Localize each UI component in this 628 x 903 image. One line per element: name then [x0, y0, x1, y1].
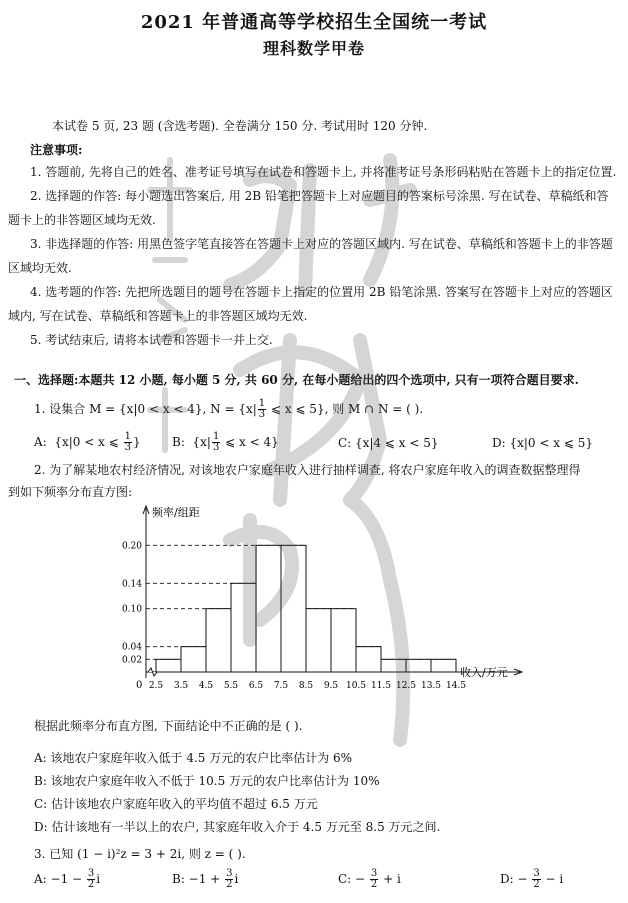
q1-option-b-part2: ⩽ x < 4} [221, 435, 279, 449]
q3-option-a-fraction [87, 869, 95, 890]
q1-option-a-label: A: [34, 435, 47, 449]
y-tick-label: 0.20 [121, 541, 142, 552]
q2-option-c: C: 估计该地农户家庭年收入的平均值不超过 6.5 万元 [34, 797, 318, 811]
q1-option-b-den: 3 [212, 442, 220, 453]
q1-option-a-part1: {x|0 < x ⩽ [54, 435, 123, 449]
q1-option-b-label: B: [172, 435, 185, 449]
q2-option-a: A: 该地农户家庭年收入低于 4.5 万元的农户比率估计为 6% [34, 751, 353, 765]
q1-option-a-num: 1 [124, 431, 131, 442]
q3-option-d-den: 2 [533, 879, 540, 890]
x-tick-label: 9.5 [323, 681, 339, 691]
q3-option-d-num: 3 [533, 868, 540, 879]
x-tick-label: 12.5 [395, 681, 417, 691]
q3-option-a-num: 3 [87, 868, 95, 879]
q1-option-a-den: 3 [124, 442, 131, 453]
x-tick-label: 3.5 [173, 681, 189, 691]
q3-option-c-num: 3 [370, 868, 378, 879]
x-tick-label: 10.5 [345, 681, 367, 691]
q1-option-a-part2: } [132, 435, 141, 449]
y-axis-label: 频率/组距 [152, 506, 200, 519]
q3-option-a-den: 2 [87, 879, 95, 890]
q3-option-d-part2: − i [541, 872, 564, 886]
q3-option-b-den: 2 [226, 879, 233, 890]
notice-item-2: 2. 选择题的作答: 每小题选出答案后, 用 2B 铅笔把答题卡上对应题目的答案标号涂黑. 写在试卷、草稿纸和答题卡上的非答题区域均无效. [8, 189, 609, 227]
x-tick-label: 8.5 [298, 681, 314, 691]
origin-label: 0 [136, 680, 143, 691]
notice-item-4: 4. 选考题的作答: 先把所选题目的题号在答题卡上指定的位置用 2B 铅笔涂黑. 答案写在答题卡上对应的答题区域内, 写在试卷、草稿纸和答题卡上的非答题区域均无效. [8, 285, 613, 323]
exam-subtitle: 理科数学甲卷 [262, 39, 365, 58]
notice-heading: 注意事项: [30, 143, 83, 157]
y-tick-label: 0.02 [121, 655, 142, 666]
section-instructions: 本题共 12 小题, 每小题 5 分, 共 60 分, 在每小题给出的四个选项中, 只有一项符合题目要求. [78, 373, 579, 387]
q1-option-b-num: 1 [212, 431, 220, 442]
q3-option-b-part2: i [234, 872, 239, 886]
x-tick-label: 13.5 [420, 681, 442, 691]
q3-option-c-fraction [370, 869, 378, 890]
x-tick-label: 11.5 [370, 681, 392, 691]
y-tick-label: 0.14 [121, 579, 142, 590]
q1-option-c: C: {x|4 ⩽ x < 5} [338, 436, 439, 450]
q3-option-d [500, 868, 563, 890]
y-tick-label: 0.10 [121, 604, 142, 615]
q1-stem-part1: 1. 设集合 M = {x|0 < x < 4}, N = {x| [34, 402, 257, 416]
q3-option-b-part1: B: −1 + [172, 872, 225, 886]
y-tick-label: 0.04 [121, 642, 142, 653]
q3-option-a-part1: A: −1 − [34, 872, 86, 886]
q2-question: 根据此频率分布直方图, 下面结论中不正确的是 ( ). [34, 719, 303, 733]
exam-title: 2021 年普通高等学校招生全国统一考试 [140, 12, 488, 33]
q3-option-d-part1: D: − [500, 872, 532, 886]
q3-option-c-part2: + i [379, 872, 401, 886]
q1-option-a [34, 432, 141, 453]
x-tick-label: 14.5 [445, 681, 467, 691]
watermark-logo [140, 140, 440, 760]
q1-option-b-part1: {x| [192, 435, 211, 449]
q3-option-c-part1: C: − [338, 872, 369, 886]
q3-stem: 3. 已知 (1 − i)²z = 3 + 2i, 则 z = ( ). [34, 847, 246, 861]
x-tick-label: 7.5 [273, 681, 289, 691]
section-prefix: 一、选择题: [14, 373, 79, 387]
q1-frac-num: 1 [258, 398, 266, 409]
q2-stem-line1: 2. 为了解某地农村经济情况, 对该地农户家庭年收入进行抽样调查, 将农户家庭年收入的调查数据整理得 [34, 463, 581, 477]
q2-option-b: B: 该地农户家庭年收入不低于 10.5 万元的农户比率估计为 10% [34, 774, 380, 788]
q3-option-b-fraction [225, 869, 233, 890]
q3-option-b [172, 868, 238, 890]
notice-item-1: 1. 答题前, 先将自己的姓名、准考证号填写在试卷和答题卡上, 并将准考证号条形码粘贴在答题卡上的指定位置. [30, 165, 617, 179]
x-tick-label: 2.5 [148, 681, 164, 691]
q2-option-d: D: 估计该地有一半以上的农户, 其家庭年收入介于 4.5 万元至 8.5 万元之间. [34, 820, 441, 834]
notice-item-5: 5. 考试结束后, 请将本试卷和答题卡一并上交. [30, 333, 273, 347]
q1-option-d: D: {x|0 < x ⩽ 5} [492, 436, 593, 450]
x-tick-label: 4.5 [198, 681, 214, 691]
q3-option-c [338, 868, 401, 890]
q3-option-b-num: 3 [226, 868, 233, 879]
q1-frac-den: 3 [258, 409, 266, 420]
notice-item-3: 3. 非选择题的作答: 用黑色签字笔直接答在答题卡上对应的答题区域内. 写在试卷、草稿纸和答题卡上的非答题区域均无效. [8, 237, 613, 275]
q2-stem-line2: 到如下频率分布直方图: [8, 485, 133, 499]
intro-text: 本试卷 5 页, 23 题 (含选考题). 全卷满分 150 分. 考试用时 120 分钟. [52, 119, 428, 133]
q3-option-a-part2: i [96, 872, 101, 886]
q3-option-d-fraction [532, 869, 540, 890]
q3-option-a [34, 868, 100, 890]
x-tick-label: 6.5 [248, 681, 264, 691]
x-tick-label: 5.5 [223, 681, 239, 691]
q1-stem-part2: ⩽ x ⩽ 5}, 则 M ∩ N = ( ). [267, 402, 424, 416]
q1-option-a-fraction [124, 432, 132, 453]
x-axis-label: 收入/万元 [460, 666, 508, 679]
q3-option-c-den: 2 [370, 879, 378, 890]
